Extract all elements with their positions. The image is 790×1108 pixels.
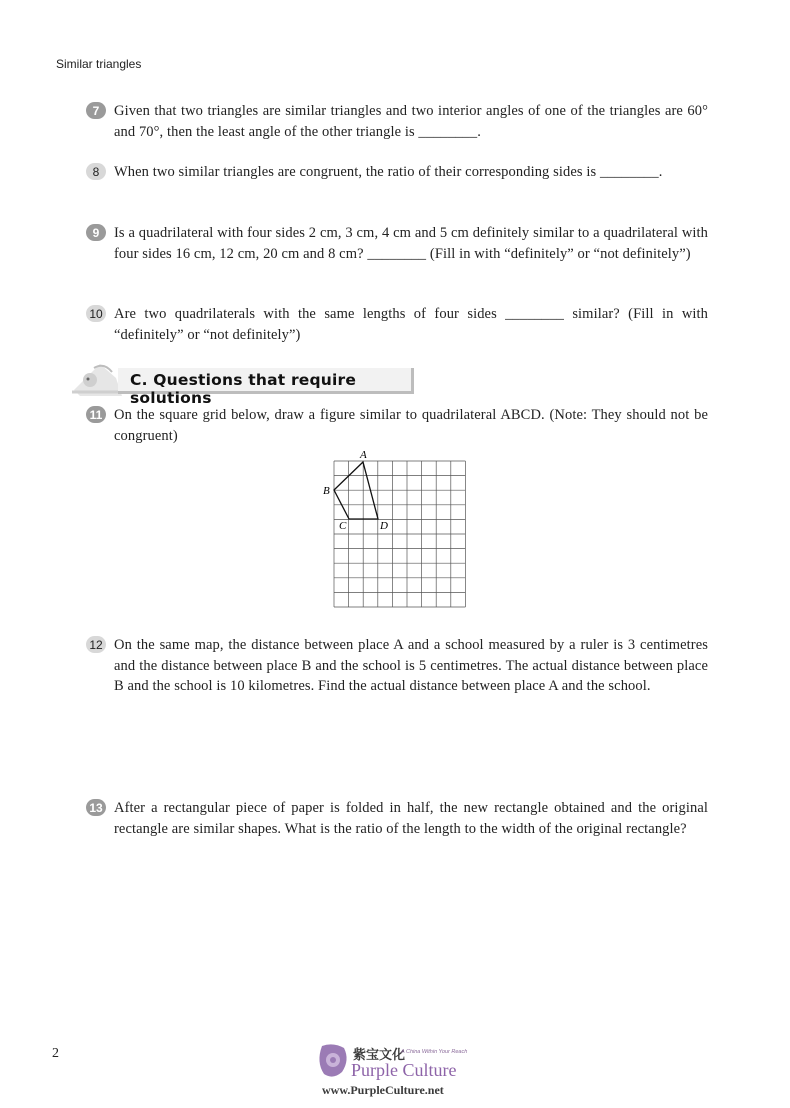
footer-url: www.PurpleCulture.net [322,1083,444,1097]
grid-svg [322,448,472,610]
question-text: Given that two triangles are similar triangles and two interior angles of one of the triangles are 60° and 70°, then the least angle of the other triangle is ________. [114,103,708,140]
question-7 [86,101,708,142]
vertex-label-b: B [323,485,330,497]
question-text: Is a quadrilateral with four sides 2 cm, 3 cm, 4 cm and 5 cm definitely similar to a quadrilateral with four sides 16 cm, 12 cm, 20 cm and 8 cm? ________ (Fill in with “definitely” or “not definitely”) [114,225,708,262]
square-grid-figure [322,448,472,615]
footer-tagline: A China Within Your Reach [401,1049,468,1055]
page-number: 2 [52,1046,59,1061]
question-text: On the same map, the distance between place A and a school measured by a ruler is 3 centimetres and the distance between place B and the school is 5 centimetres. The actual distance between place B and the school is 10 kilometres. Find the actual distance between place A and the school. [114,637,708,694]
question-text: When two similar triangles are congruent, the ratio of their corresponding sides is ________. [114,164,663,180]
question-11 [86,405,708,446]
question-number-badge: 7 [86,102,106,119]
purple-culture-logo [316,1042,496,1100]
section-title: C. Questions that require solutions [130,371,357,407]
page-header: Similar triangles [56,57,142,71]
question-12 [86,635,708,697]
question-text: After a rectangular piece of paper is folded in half, the new rectangle obtained and the original rectangle are similar shapes. What is the ratio of the length to the width of the original rectangle? [114,800,708,837]
question-9 [86,223,708,264]
vertex-label-c: C [339,520,347,532]
question-number-badge: 11 [86,406,106,423]
question-number-badge: 10 [86,305,106,322]
question-number-badge: 12 [86,636,106,653]
question-number-badge: 9 [86,224,106,241]
vertex-label-a: A [360,449,367,461]
question-number-badge: 8 [86,163,106,180]
footer-chinese-text: 紫宝文化 [353,1048,406,1063]
vertex-label-d: D [380,520,388,532]
question-10 [86,304,708,345]
question-8 [86,162,708,183]
question-number-badge: 13 [86,799,106,816]
question-text: On the square grid below, draw a figure similar to quadrilateral ABCD. (Note: They should not be congruent) [114,407,708,444]
question-text: Are two quadrilaterals with the same lengths of four sides ________ similar? (Fill in with “definitely” or “not definitely”) [114,306,708,343]
question-13 [86,798,708,839]
logo-emblem-icon [316,1042,350,1080]
section-banner [70,358,420,407]
footer-brand-name: Purple Culture [351,1060,457,1080]
